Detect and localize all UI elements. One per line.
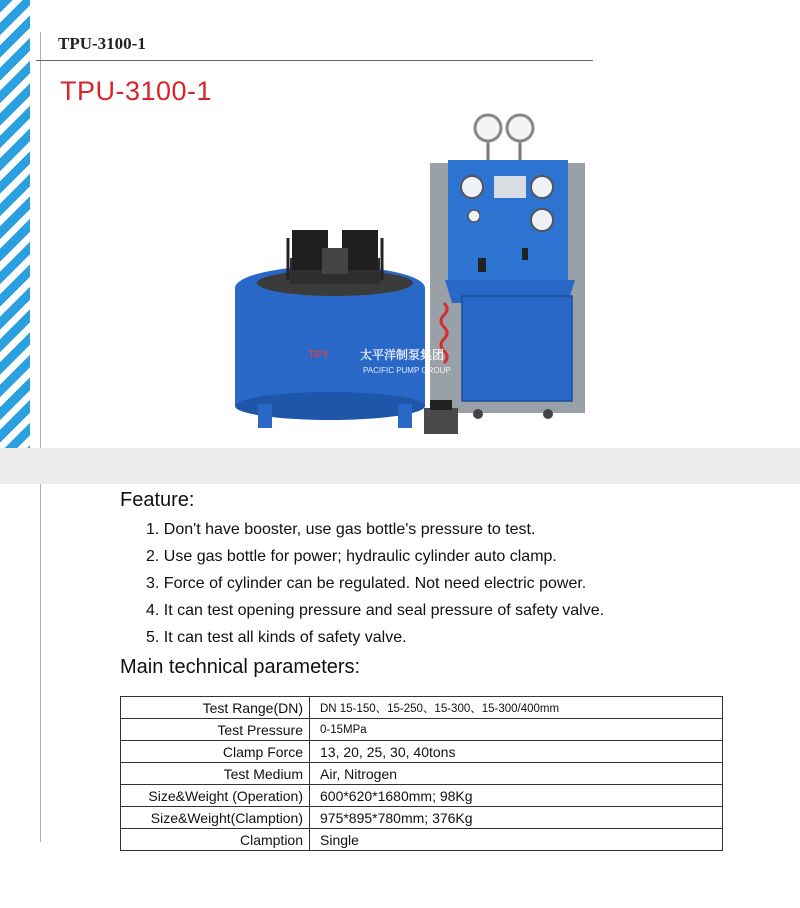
param-value: 0-15MPa xyxy=(310,719,723,741)
param-label: Clamp Force xyxy=(121,741,310,763)
params-table xyxy=(120,696,723,851)
param-label: Test Pressure xyxy=(121,719,310,741)
params-title: Main technical parameters: xyxy=(120,656,361,678)
product-title: TPU-3100-1 xyxy=(60,76,213,106)
feature-item: 4. It can test opening pressure and seal pressure of safety valve. xyxy=(146,602,605,619)
param-label: Test Range(DN) xyxy=(121,697,310,719)
section-band xyxy=(0,448,800,484)
decorative-stripe-bar xyxy=(0,0,30,450)
param-value: 600*620*1680mm; 98Kg xyxy=(310,785,723,807)
table-row xyxy=(121,697,723,719)
param-value: 975*895*780mm; 376Kg xyxy=(310,807,723,829)
param-value: DN 15-150、15-250、15-300、15-300/400mm xyxy=(310,697,723,719)
foot-pedal xyxy=(424,408,458,434)
table-row xyxy=(121,763,723,785)
feature-item: 3. Force of cylinder can be regulated. Not need electric power. xyxy=(146,575,587,592)
clamping-base xyxy=(235,288,425,406)
param-value: Air, Nitrogen xyxy=(310,763,723,785)
param-value: 13, 20, 25, 30, 40tons xyxy=(310,741,723,763)
doc-title: TPU-3100-1 xyxy=(58,34,146,53)
left-border-line xyxy=(40,32,41,842)
product-photo xyxy=(230,108,600,438)
table-row xyxy=(121,741,723,763)
pressure-gauge-icon xyxy=(475,115,501,141)
logo-en: PACIFIC PUMP GROUP xyxy=(363,366,451,375)
feature-item: 5. It can test all kinds of safety valve. xyxy=(146,629,407,646)
param-label: Clamption xyxy=(121,829,310,851)
param-label: Size&Weight(Clamption) xyxy=(121,807,310,829)
table-row xyxy=(121,785,723,807)
lower-cabinet xyxy=(462,296,572,401)
pressure-gauge-icon xyxy=(507,115,533,141)
feature-title: Feature: xyxy=(120,489,195,511)
table-row xyxy=(121,829,723,851)
param-label: Size&Weight (Operation) xyxy=(121,785,310,807)
logo-mark: TPY xyxy=(308,349,330,361)
feature-item: 2. Use gas bottle for power; hydraulic cylinder auto clamp. xyxy=(146,548,557,565)
param-label: Test Medium xyxy=(121,763,310,785)
feature-item: 1. Don't have booster, use gas bottle's pressure to test. xyxy=(146,521,536,538)
feature-list xyxy=(146,516,604,651)
table-row xyxy=(121,807,723,829)
logo-cn: 太平洋制泵集团 xyxy=(360,348,445,362)
param-value: Single xyxy=(310,829,723,851)
table-row xyxy=(121,719,723,741)
header-divider xyxy=(36,60,593,61)
